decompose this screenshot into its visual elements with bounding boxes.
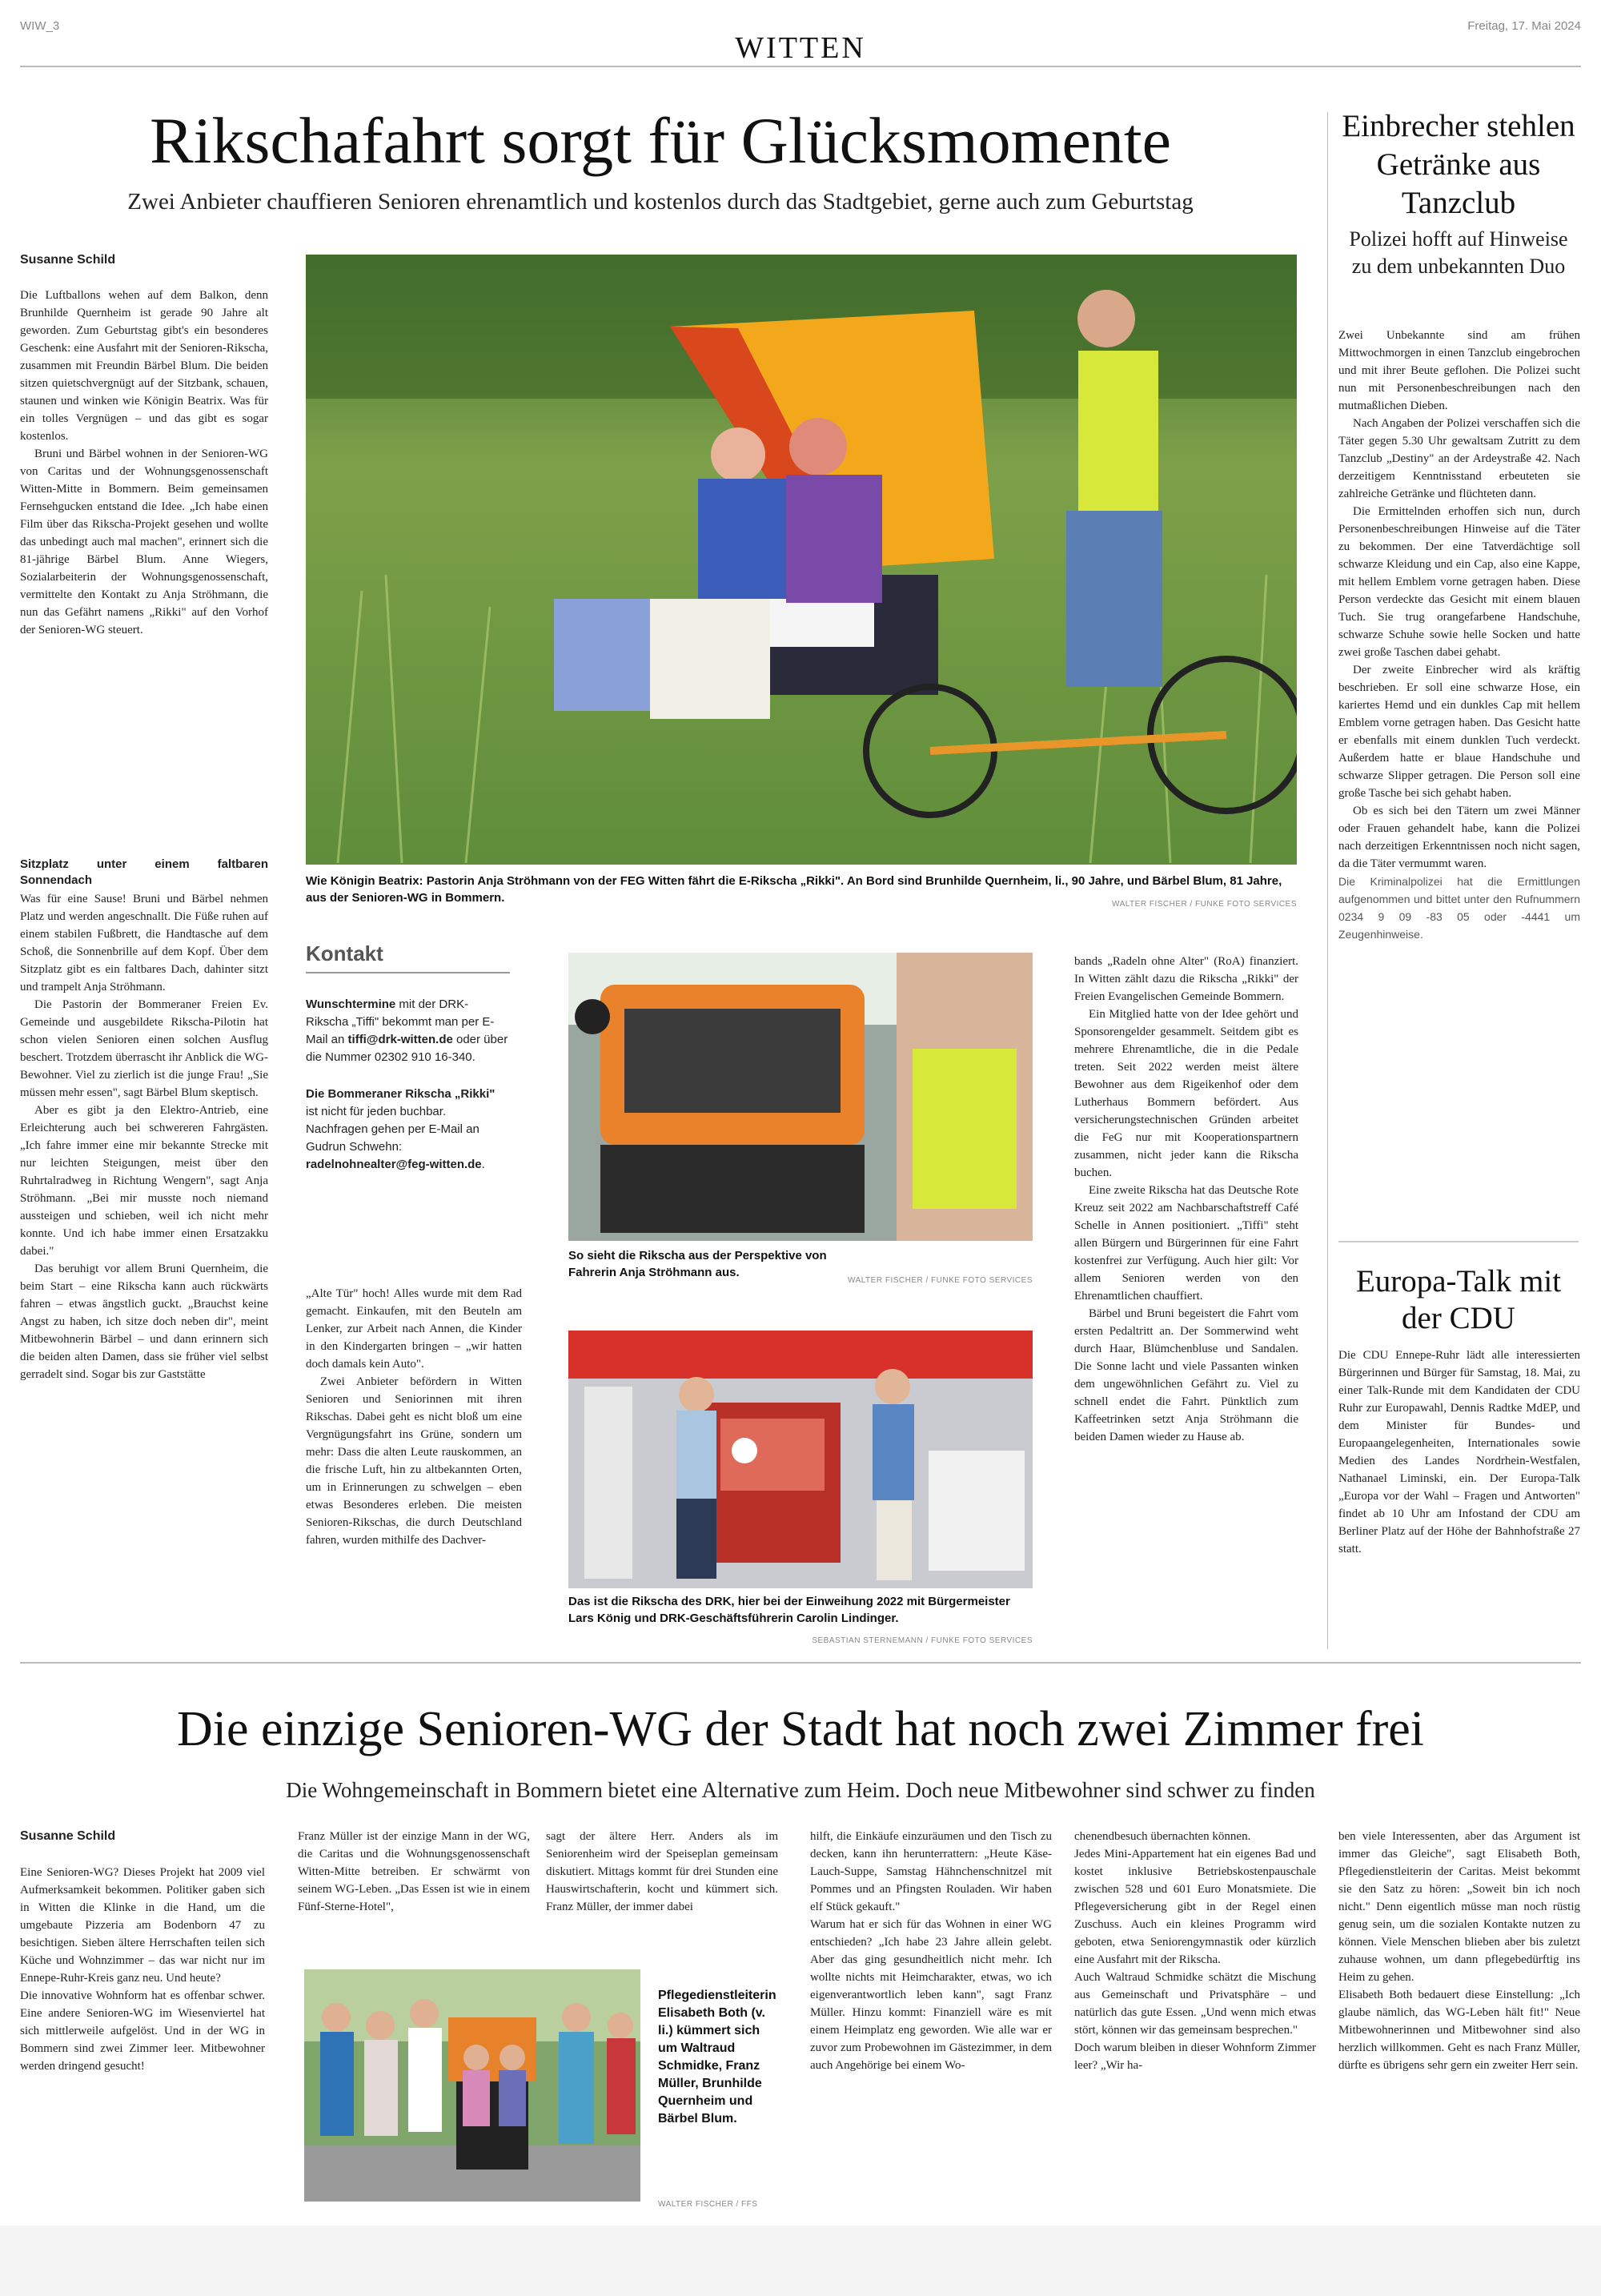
contact-text: ist nicht für jeden buchbar. Nachfragen gehen per E-Mail an Gudrun Schwehn: — [306, 1105, 479, 1154]
contact-text: oder über die Nummer 02302 910 16-340. — [306, 1033, 508, 1064]
article2-col1: Eine Senioren-WG? Dieses Projekt hat 2009 viel Aufmerksamkeit bekommen. Politiker gaben sich in Witten die Klinke in die Hand, um die umgebaute Pizzeria am Bodenborn 47 zu besichtigen. Sieben ältere Herrschaften teilen sich Küche und Wohnzimmer – das war nicht nur im Ennepe-Ruhr-Kreis ganz neu. Und heute? Die innovative Wohnform hat es offenbar schwer. Eine andere Senioren-WG im Wiesenviertel hat sich mittlerweile aufgelöst. Und in der WG in Bommern sind zwei Zimmer leer. Mitbewohner werden dringend gesucht! — [20, 1866, 265, 2073]
paragraph: Eine zweite Rikscha hat das Deutsche Rote Kreuz seit 2022 am Nachbarschaftstreff Café Schelle in Annen positioniert. „Tiffi" steht allen Bürgern und Bürgerinnen für eine Fahrt kostenfrei zur Verfügung. Auch hier gilt: Vor allem Senioren werden von den Ehrenamtlichen chauffiert. — [1074, 1184, 1298, 1303]
sidebar2-headline: Europa-Talk mit der CDU — [1355, 1264, 1562, 1335]
sidebar1-subhead: Polizei hofft auf Hinweise zu dem unbekannten Duo — [1349, 227, 1568, 278]
article1-col2b — [306, 1285, 522, 1653]
article1-author: Susanne Schild — [20, 253, 116, 267]
photo3-caption: Das ist die Rikscha des DRK, hier bei der Einweihung 2022 mit Bürgermeister Lars König und DRK-Geschäftsführerin Carolin Lindinger. — [568, 1595, 1010, 1625]
paragraph: Zwei Anbieter befördern in Witten Senioren und Seniorinnen mit ihren Rikschas. Dabei geht es nicht bloß um eine Vergnügungsfahrt ins Grüne, sondern um mehr: Dass die alten Leute rauskommen, an die frische Luft, hin zu altbekannten Orten, um in Erinnerungen zu schwelgen – eben etwas Besonderes erleben. Die meisten Senioren-Rikschas, die durch Deutschland fahren, wurden mithilfe des Dachver- — [306, 1375, 522, 1547]
paragraph: Bruni und Bärbel wohnen in der Senioren-WG von Caritas und der Wohnungsgenossenschaft Witten-Mitte in Bommern. Beim gemeinsamen Fernsehgucken entstand die Idee. „Ich habe einen Film über das Rikscha-Projekt gesehen und wollte das unbedingt auch mal machen", erinnert sich die 81-jährige Bärbel Blum. Anne Wiegers, Sozialarbeiterin der Wohnungsgenossenschaft, vermittelte den Kontakt zu Anja Ströhmann, die nun das Gefährt namens „Rikki" auf den Vorhof der Senioren-WG steuert. — [20, 448, 268, 636]
rikscha-main-photo — [306, 255, 1297, 865]
article1-col1b — [20, 850, 268, 1651]
email-link-rikki[interactable]: radelnohnealter@feg-witten.de — [306, 1158, 482, 1171]
paragraph: „Alte Tür" hoch! Alles wurde mit dem Rad gemacht. Einkaufen, mit den Beuteln am Lenker, zur Arbeit nach Annen, die Kinder in den Kindergarten bringen – „wir hatten doch damals kein Auto". — [306, 1287, 522, 1371]
sidebar1-headline: Einbrecher stehlen Getränke aus Tanzclub — [1342, 109, 1575, 220]
contact-rikscha-rikki — [306, 1086, 510, 1174]
article1-col1 — [20, 287, 268, 847]
photo3-credit: SEBASTIAN STERNEMANN / FUNKE FOTO SERVICES — [812, 1636, 1033, 1645]
paragraph: Der zweite Einbrecher wird als kräftig beschrieben. Er soll eine schwarze Hose, ein kariertes Hemd und ein dunkles Cap mit hellem Emblem vorne getragen haben. Das Gesicht hatte er ebenfalls mit einem dunklen Tuch verdeckt. Außerdem hatte er blaue Handschuhe und schwarze Slipper getragen. Die Person soll eine große Tasche bei sich gehabt haben. — [1338, 664, 1580, 800]
article2-col4: hilft, die Einkäufe einzuräumen und den Tisch zu decken, kann ihn herunterrattern: „Heute Käse-Lauch-Suppe, Samstag Hähnchenschnitzel mit Pommes und an Pfingsten Rouladen. Wir haben elf Stück gekauft." Warum hat er sich für das Wohnen in einer WG entschieden? „Ich habe 23 Jahre allein gelebt. Aber das ging gesundheitlich nicht mehr. Ich wollte nichts mit Heimcharakter, etwas, wo ich eigenverantwortlich leben kann", sagt Franz Müller. Hinzu kommt: Finanziell wäre es mit einem Heimplatz eng geworden. Wie alle war er zuvor zum Probewohnen im Gästezimmer, in dem auch Angehörige bei einem Wo- — [810, 1830, 1052, 2072]
section-rule — [20, 1662, 1581, 1664]
rikscha-driver-view-photo — [568, 953, 1033, 1241]
email-link-tiffi[interactable]: tiffi@drk-witten.de — [347, 1033, 453, 1046]
paragraph: Ob es sich bei den Tätern um zwei Männer oder Frauen gehandelt habe, kann die Polizei nach derzeitigen Erkenntnissen noch nicht sagen, da die Täter vermummt waren. — [1338, 805, 1580, 870]
article2-photo-credit: WALTER FISCHER / FFS — [658, 2200, 758, 2209]
sidebar1-note: Die Kriminalpolizei hat die Ermittlungen aufgenommen und bittet unter den Rufnummern 0234 9 09 -83 05 oder -4441 um Zeugenhinweise. — [1338, 875, 1580, 941]
paragraph: Bärbel und Bruni begeistert die Fahrt vom ersten Pedaltritt an. Der Sommerwind weht durch Haar, Blümchenbluse und Sandalen. Die Sonne lacht und viele Passanten winken dem ungewöhnlichen Gefährt zu. Viel zu schnell endet die Fahrt. Pünktlich zum Kaffeetrinken setzt Anja Ströhmann die beiden Damen wieder zu Hause ab. — [1074, 1307, 1298, 1443]
contact-text: mit der DRK-Rikscha „Tiffi" bekommt man per E-Mail an — [306, 997, 495, 1046]
article2-photo-caption: Pflegedienstleiterin Elisabeth Both (v. li.) kümmert sich um Waltraud Schmidke, Franz Müller, Brunhilde Quernheim und Bärbel Blum. — [658, 1989, 776, 2125]
paragraph: Was für eine Sause! Bruni und Bärbel nehmen Platz und werden angeschnallt. Die Füße ruhen auf einem stabilen Fußbrett, die Handtasche auf dem Schoß, die Sonnenbrille auf dem Kopf. Über dem Sitzplatz gibt es ein faltbares Dach, dahinter sitzt und trampelt Anja Ströhmann. — [20, 893, 268, 993]
article2-col6: ben viele Interessenten, aber das Argument ist immer das Gleiche", sagt Elisabeth Both, Pflegedienstleiterin der Caritas. Meist bekommt sie den Satz zu hören: „Soweit bin ich noch nicht." Denn eigentlich müsse man noch rüstig genug sein, um die sozialen Kontakte nutzen zu können. Viele Menschen blieben aber bis zuletzt zuhause wohnen, um dann pflegebedürftig ins Heim zu gehen. Elisabeth Both bedauert diese Einstellung: „Ich glaube nämlich, das WG-Leben hält fit!" Neue Mitbewohnerinnen und Mitbewohner sind also herzlich willkommen. Geht es nach Franz Müller, dürfte es übrigens sehr gern ein zweiter Herr sein. — [1338, 1830, 1580, 2072]
paragraph: Die Luftballons wehen auf dem Balkon, denn Brunhilde Quernheim ist gerade 90 Jahre alt geworden. Zum Geburtstag gibt's ein besonderes Geschenk: eine Ausfahrt mit der Senioren-Rikscha, zusammen mit Freundin Bärbel Blum. Die beiden sitzen quietschvergnügt auf der Sitzbank, schauen, staunen und winken wie Königin Beatrix. Was für ein tolles Vergnügen – und das gibt es sogar kostenlos. — [20, 289, 268, 443]
photo2-caption: So sieht die Rikscha aus der Perspektive von Fahrerin Anja Ströhmann aus. — [568, 1249, 827, 1279]
sidebar-separator — [1338, 1241, 1579, 1242]
section-title: WITTEN — [735, 31, 866, 65]
page-code: WIW_3 — [20, 19, 60, 33]
article1-headline: Rikschafahrt sorgt für Glücksmomente — [149, 104, 1172, 177]
main-photo-credit: WALTER FISCHER / FUNKE FOTO SERVICES — [1112, 900, 1297, 909]
paragraph: Die Ermittelnden erhoffen sich nun, durch Personenbeschreibungen Hinweise auf die Täter zu bekommen. Der eine Tatverdächtige soll schwarze Kleidung und ein Cap, also eine Kappe, mit hellem Emblem vorne getragen haben. Diese Person verdeckte das Gesicht mit einem blauen Tuch. Sie trug orangefarbene Handschuhe, schwarze Schuhe sowie helle Socken und hatte zwei große Taschen dabei gehabt. — [1338, 505, 1580, 659]
contact-rikscha-tiffi — [306, 996, 510, 1066]
article1-col4 — [1074, 953, 1298, 1657]
paragraph: Zwei Unbekannte sind am frühen Mittwochmorgen in einen Tanzclub eingebrochen und mit ihrer Beute geflohen. Die Polizei sucht nun mit Personenbeschreibungen nach den mutmaßlichen Dieben. — [1338, 329, 1580, 412]
paragraph: Aber es gibt ja den Elektro-Antrieb, eine Erleichterung auch bei schwereren Fahrgästen. „Ich fahre immer eine mir bekannte Strecke mit nur leichten Steigungen, meist über den Ruhrtalradweg in Richtung Wengern", sagt Anja Ströhmann. „Bei mir musste noch niemand aussteigen und schieben, weil ich nicht mehr konnte. Und ich habe immer einen Ersatzakku dabei." — [20, 1104, 268, 1258]
article2-headline: Die einzige Senioren-WG der Stadt hat noch zwei Zimmer frei — [176, 1702, 1425, 1756]
sidebar1-body — [1338, 327, 1580, 1223]
paragraph: bands „Radeln ohne Alter" (RoA) finanziert. In Witten zählt dazu die Rikscha „Rikki" der Freien Evangelischen Gemeinde Bommern. — [1074, 955, 1298, 1003]
paragraph: Das beruhigt vor allem Bruni Quernheim, die beim Start – eine Rikscha kann auch rückwärts fahren – etwas ängstlich guckt. „Brauchst keine Angst zu haben, ich sitze doch neben dir", meint Mitbewohnerin Bärbel – und dann erinnern sich die beiden alten Damen, dass sie früher viel selbst gerradelt sind. Sogar bis zur Gaststätte — [20, 1262, 268, 1381]
paragraph: Ein Mitglied hatte von der Idee gehört und Sponsorengelder gesammelt. Seitdem gibt es mehrere Ehrenamtliche, die in die Pedale treten. Seit 2022 werden meist ältere Bewohner aus dem Rigeikenhof oder dem Lutherhaus Bommern befördert. Aus versicherungstechnischen Gründen arbeitet die FeG nur mit Kooperationspartnern zusammen, nicht jeder kann die Rikscha buchen. — [1074, 1008, 1298, 1179]
article2-col2: Franz Müller ist der einzige Mann in der WG, die Caritas und die Wohnungsgenossenschaft Witten-Mitte betreiben. Er schwärmt von seinem WG-Leben. „Das Essen ist wie in einem Fünf-Sterne-Hotel", — [298, 1830, 530, 1913]
article2-col3: sagt der ältere Herr. Anders als im Seniorenheim wird der Speiseplan gemeinsam diskutiert. Mittags kommt für drei Stunden eine Hauswirtschafterin, kocht und kümmert sich. Franz Müller, der immer dabei — [546, 1830, 778, 1913]
drk-rikscha-photo — [568, 1331, 1033, 1588]
article1-intertitle: Sitzplatz unter einem faltbaren Sonnendach — [20, 857, 268, 887]
header-rule — [20, 66, 1581, 67]
senioren-wg-group-photo — [304, 1969, 640, 2202]
paragraph: Die Pastorin der Bommeraner Freien Ev. Gemeinde und ausgebildete Rikscha-Pilotin hat schon vielen Senioren einen solchen Ausflug beschert. Trotzdem überrascht ihr Anblick die WG-Bewohner. Viel zu zierlich ist die junge Frau! „Sie müssen mehr essen", sagt Bärbel Blum skeptisch. — [20, 998, 268, 1099]
article2-col5: chenendbesuch übernachten können. Jedes Mini-Appartement hat ein eigenes Bad und kostet inklusive Betriebskostenpauschale zwischen 528 und 601 Euro Monatsmiete. Die Pflegeversicherung gibt in der Regel einen Zuschuss. Auch ein kleines Programm wird geboten, etwa Seniorengymnastik oder kürzlich eine Ausfahrt mit der Rikscha. Auch Waltraud Schmidke schätzt die Mischung aus Gemeinschaft und Privatsphäre – und natürlich das gute Essen. „Und wenn mich etwas stört, können wir das gemeinsam besprechen." Doch warum bleiben in dieser Wohnform Zimmer leer? „Wir ha- — [1074, 1830, 1316, 2072]
article2-subhead: Die Wohngemeinschaft in Bommern bietet eine Alternative zum Heim. Doch neue Mitbewohner sind schwer zu finden — [286, 1778, 1315, 1802]
paragraph: Nach Angaben der Polizei verschaffen sich die Täter gegen 5.30 Uhr gewaltsam Zutritt zu dem Tanzclub „Destiny" an der Ardeystraße 42. Nach derzeitigem Kenntnisstand erbeuteten sie zahlreiche Getränke und flüchteten dann. — [1338, 417, 1580, 500]
article1-subhead: Zwei Anbieter chauffieren Senioren ehrenamtlich und kostenlos durch das Stadtgebiet, gerne auch zum Geburtstag — [127, 189, 1194, 215]
contact-text: . — [481, 1158, 485, 1171]
paragraph: Die CDU Ennepe-Ruhr lädt alle interessierten Bürgerinnen und Bürger für Samstag, 18. Mai, zu einer Talk-Runde mit dem Kandidaten der CDU Ruhr zur Europawahl, Dennis Radtke MdEP, und dem Minister für Bundes- und Europaangelegenheiten, Internationales sowie Medien des Landes Nordrhein-Westfalen, Nathanael Liminski, ein. Der Europa-Talk „Europa vor der Wahl – Fragen und Antworten" findet ab 10 Uhr am Infostand der CDU am Berliner Platz auf der Höhe der Bahnhofstraße 27 statt. — [1338, 1349, 1580, 1555]
contact-label: Die Bommeraner Rikscha „Rikki" — [306, 1087, 496, 1101]
main-photo-caption: Wie Königin Beatrix: Pastorin Anja Ströhmann von der FEG Witten fährt die E-Rikscha „Rikki". An Bord sind Brunhilde Quernheim, li., 90 Jahre, und Bärbel Blum, 81 Jahre, aus der Senioren-WG in Bommern. — [306, 874, 1282, 905]
photo2-credit: WALTER FISCHER / FUNKE FOTO SERVICES — [848, 1276, 1033, 1285]
sidebar-divider — [1327, 112, 1328, 1649]
contact-box — [306, 941, 510, 1193]
page-date: Freitag, 17. Mai 2024 — [1467, 19, 1581, 33]
contact-title: Kontakt — [306, 945, 510, 973]
contact-label: Wunschtermine — [306, 997, 396, 1011]
sidebar2-body — [1338, 1347, 1580, 1651]
article2-author: Susanne Schild — [20, 1829, 116, 1843]
